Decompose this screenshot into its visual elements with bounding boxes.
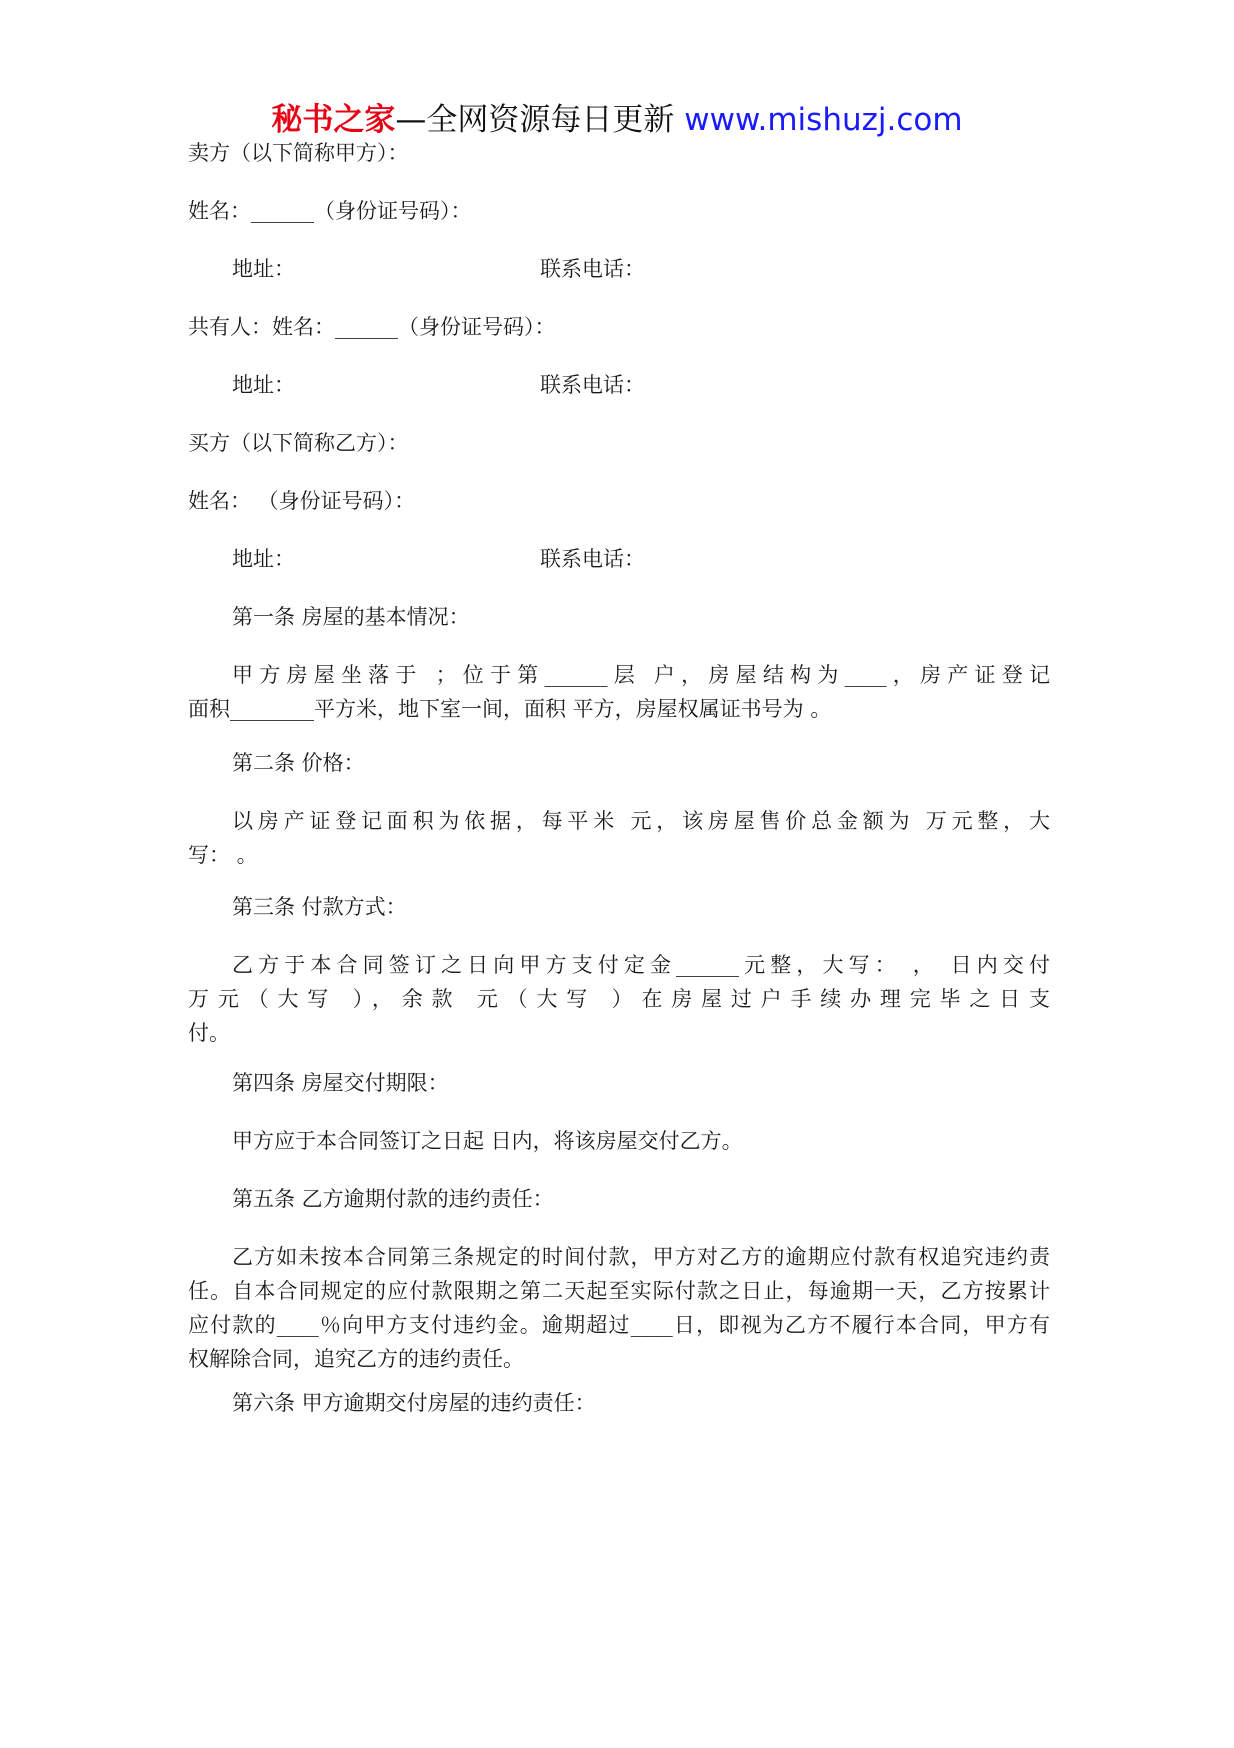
buyer-phone-label: 联系电话：	[540, 547, 645, 571]
article-1-line-1: 甲方房屋坐落于 ；位于第______层 户，房屋结构为____，房产证登记	[232, 663, 1050, 687]
article-3-body	[188, 948, 1050, 1050]
article-1-line-2: 面积________平方米，地下室一间，面积 平方，房屋权属证书号为 。	[188, 697, 832, 721]
site-brand: 秘书之家	[271, 102, 396, 138]
article-5-line-4: 权解除合同，追究乙方的违约责任。	[188, 1347, 524, 1371]
coowner-name-line: 共有人：姓名：______（身份证号码）：	[188, 315, 556, 339]
coowner-phone-label: 联系电话：	[540, 373, 645, 397]
seller-name-line: 姓名：______（身份证号码）：	[188, 199, 472, 223]
seller-address-row	[232, 254, 295, 284]
article-4-line-1: 甲方应于本合同签订之日起 日内，将该房屋交付乙方。	[232, 1129, 743, 1153]
coowner-address-label: 地址：	[232, 373, 295, 397]
site-banner	[0, 100, 1234, 140]
site-url-link[interactable]: www.mishuzj.com	[684, 102, 963, 138]
article-3-line-2: 万元（大写 ），余款 元（大写 ）在房屋过户手续办理完毕之日支	[188, 987, 1050, 1011]
article-5-title: 第五条 乙方逾期付款的违约责任：	[232, 1187, 554, 1211]
seller-heading: 卖方（以下简称甲方）：	[188, 141, 409, 165]
article-1-title: 第一条 房屋的基本情况：	[232, 605, 470, 629]
article-4-title: 第四条 房屋交付期限：	[232, 1071, 449, 1095]
article-3-line-3: 付。	[188, 1021, 230, 1045]
buyer-heading: 买方（以下简称乙方）：	[188, 431, 409, 455]
seller-phone-label: 联系电话：	[540, 257, 645, 281]
article-5-line-1: 乙方如未按本合同第三条规定的时间付款，甲方对乙方的逾期应付款有权追究违约责	[232, 1245, 1050, 1269]
article-3-title: 第三条 付款方式：	[232, 895, 407, 919]
article-5-body	[188, 1240, 1050, 1376]
site-slogan: —全网资源每日更新	[395, 102, 685, 138]
article-3-line-1: 乙方于本合同签订之日向甲方支付定金______元整，大写： ， 日内交付	[232, 953, 1050, 977]
article-2-title: 第二条 价格：	[232, 751, 365, 775]
article-2-body	[188, 804, 1050, 872]
article-5-line-2: 任。自本合同规定的应付款限期之第二天起至实际付款之日止，每逾期一天，乙方按累计	[188, 1279, 1050, 1303]
buyer-name-line: 姓名： （身份证号码）：	[188, 489, 416, 513]
buyer-address-label: 地址：	[232, 547, 295, 571]
article-6-title: 第六条 甲方逾期交付房屋的违约责任：	[232, 1391, 596, 1415]
article-2-line-2: 写： 。	[188, 843, 258, 867]
article-2-line-1: 以房产证登记面积为依据，每平米 元，该房屋售价总金额为 万元整，大	[232, 809, 1050, 833]
article-1-body	[188, 658, 1050, 726]
article-5-line-3: 应付款的____％向甲方支付违约金。逾期超过____日，即视为乙方不履行本合同，甲方有	[188, 1313, 1050, 1337]
seller-address-label: 地址：	[232, 257, 295, 281]
